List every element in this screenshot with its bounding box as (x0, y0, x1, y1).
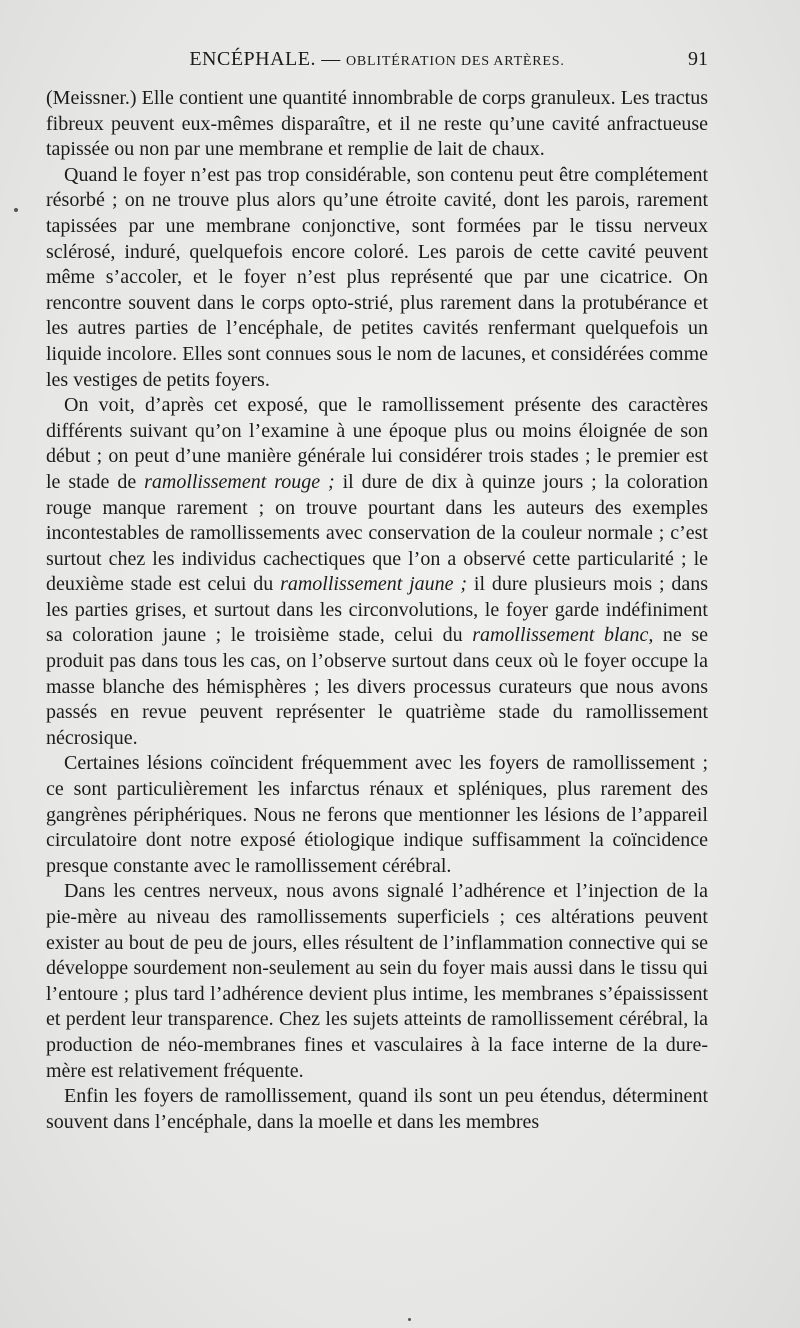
italic-term: ramollissement blanc, (472, 624, 654, 647)
italic-term: ramollissement jaune ; (280, 573, 468, 596)
running-title-sub: OBLITÉRATION DES ARTÈRES. (346, 54, 565, 69)
page-number: 91 (688, 48, 708, 70)
paragraph (46, 163, 708, 393)
body-text (46, 86, 708, 1135)
running-title (46, 48, 708, 71)
paragraph (46, 393, 708, 751)
paragraph-text: Dans les centres nerveux, nous avons signalé l’adhérence et l’injection de la pie-mère au niveau des ramollissements superficiels ; ces altérations peuvent exister au bout de peu de jours, elles résultent de l’inflammation connective qui se développe sourdement non-seulement au sein du foyer mais aussi dans le tissu qui l’entoure ; plus tard l’adhérence devient plus intime, les membranes s’épaississent et perdent leur transparence. Chez les sujets atteints de ramollissement cérébral, la production de néo-membranes fines et vasculaires à la face interne de la dure-mère est relativement fréquente. (46, 880, 708, 1082)
paragraph-text: ne se produit pas dans tous les cas, on l’observe surtout dans ceux où le foyer occupe la masse blanche des hémisphères ; les divers processus curateurs que nous avons passés en revue peuvent représenter le quatrième stade du ramollissement nécrosique. (46, 624, 708, 749)
paragraph-text: il dure de dix à quinze jours ; la coloration rouge manque rarement ; on trouve pourtant dans les auteurs des exemples incontestables de ramollissements avec conservation de la couleur normale ; c’est surtout chez les individus cachectiques que l’on a observé cette particularité ; le deuxième stade est celui du (46, 470, 708, 596)
italic-term: ramollissement rouge ; (144, 470, 335, 493)
paragraph-text: Quand le foyer n’est pas trop considérable, son contenu peut être complétement résorbé ; on ne trouve plus alors qu’une étroite cavité, dont les parois, rarement tapissées par une membrane conjonctive, sont formées par le tissu nerveux sclérosé, induré, quelquefois encore coloré. Les parois de cette cavité peuvent même s’accoler, et le foyer n’est plus représenté que par une cicatrice. On rencontre souvent dans le corps opto-strié, plus rarement dans la protubérance et les autres parties de l’encéphale, de petites cavités renfermant quelquefois un liquide incolore. Elles sont connues sous le nom de lacunes, et considérées comme les vestiges de petits foyers. (46, 163, 708, 391)
paper-speck (14, 208, 18, 212)
running-head (46, 48, 708, 76)
paragraph (46, 879, 708, 1084)
paragraph-text: On voit, d’après cet exposé, que le ramollissement présente des caractères différents suivant qu’on l’examine à une époque plus ou moins éloignée de son début ; on peut d’une manière générale lui considérer trois stades ; le premier est le stade de (46, 394, 708, 493)
paragraph-text: (Meissner.) Elle contient une quantité innombrable de corps granuleux. Les tractus fibreux peuvent eux-mêmes disparaître, et il ne reste qu’une cavité anfractueuse tapissée ou non par une membrane et remplie de lait de chaux. (46, 87, 708, 161)
paper-speck (408, 1318, 411, 1321)
paragraph (46, 751, 708, 879)
running-title-separator: — (321, 49, 341, 70)
paragraph-text: Enfin les foyers de ramollissement, quand ils sont un peu étendus, déterminent souvent dans l’encéphale, dans la moelle et dans les membres (46, 1085, 708, 1133)
paragraph-continued (46, 86, 708, 163)
paragraph (46, 1084, 708, 1135)
paragraph-text: Certaines lésions coïncident fréquemment avec les foyers de ramollissement ; ce sont particulièrement les infarctus rénaux et spléniques, plus rarement des gangrènes périphériques. Nous ne ferons que mentionner les lésions de l’appareil circulatoire dont notre exposé étiologique indique suffisamment la coïncidence presque constante avec le ramollissement cérébral. (46, 752, 708, 877)
running-title-main: ENCÉPHALE. (189, 48, 316, 70)
paragraph-text: il dure plusieurs mois ; dans les parties grises, et surtout dans les circonvolutions, le foyer garde indéfiniment sa coloration jaune ; le troisième stade, celui du (46, 573, 709, 647)
